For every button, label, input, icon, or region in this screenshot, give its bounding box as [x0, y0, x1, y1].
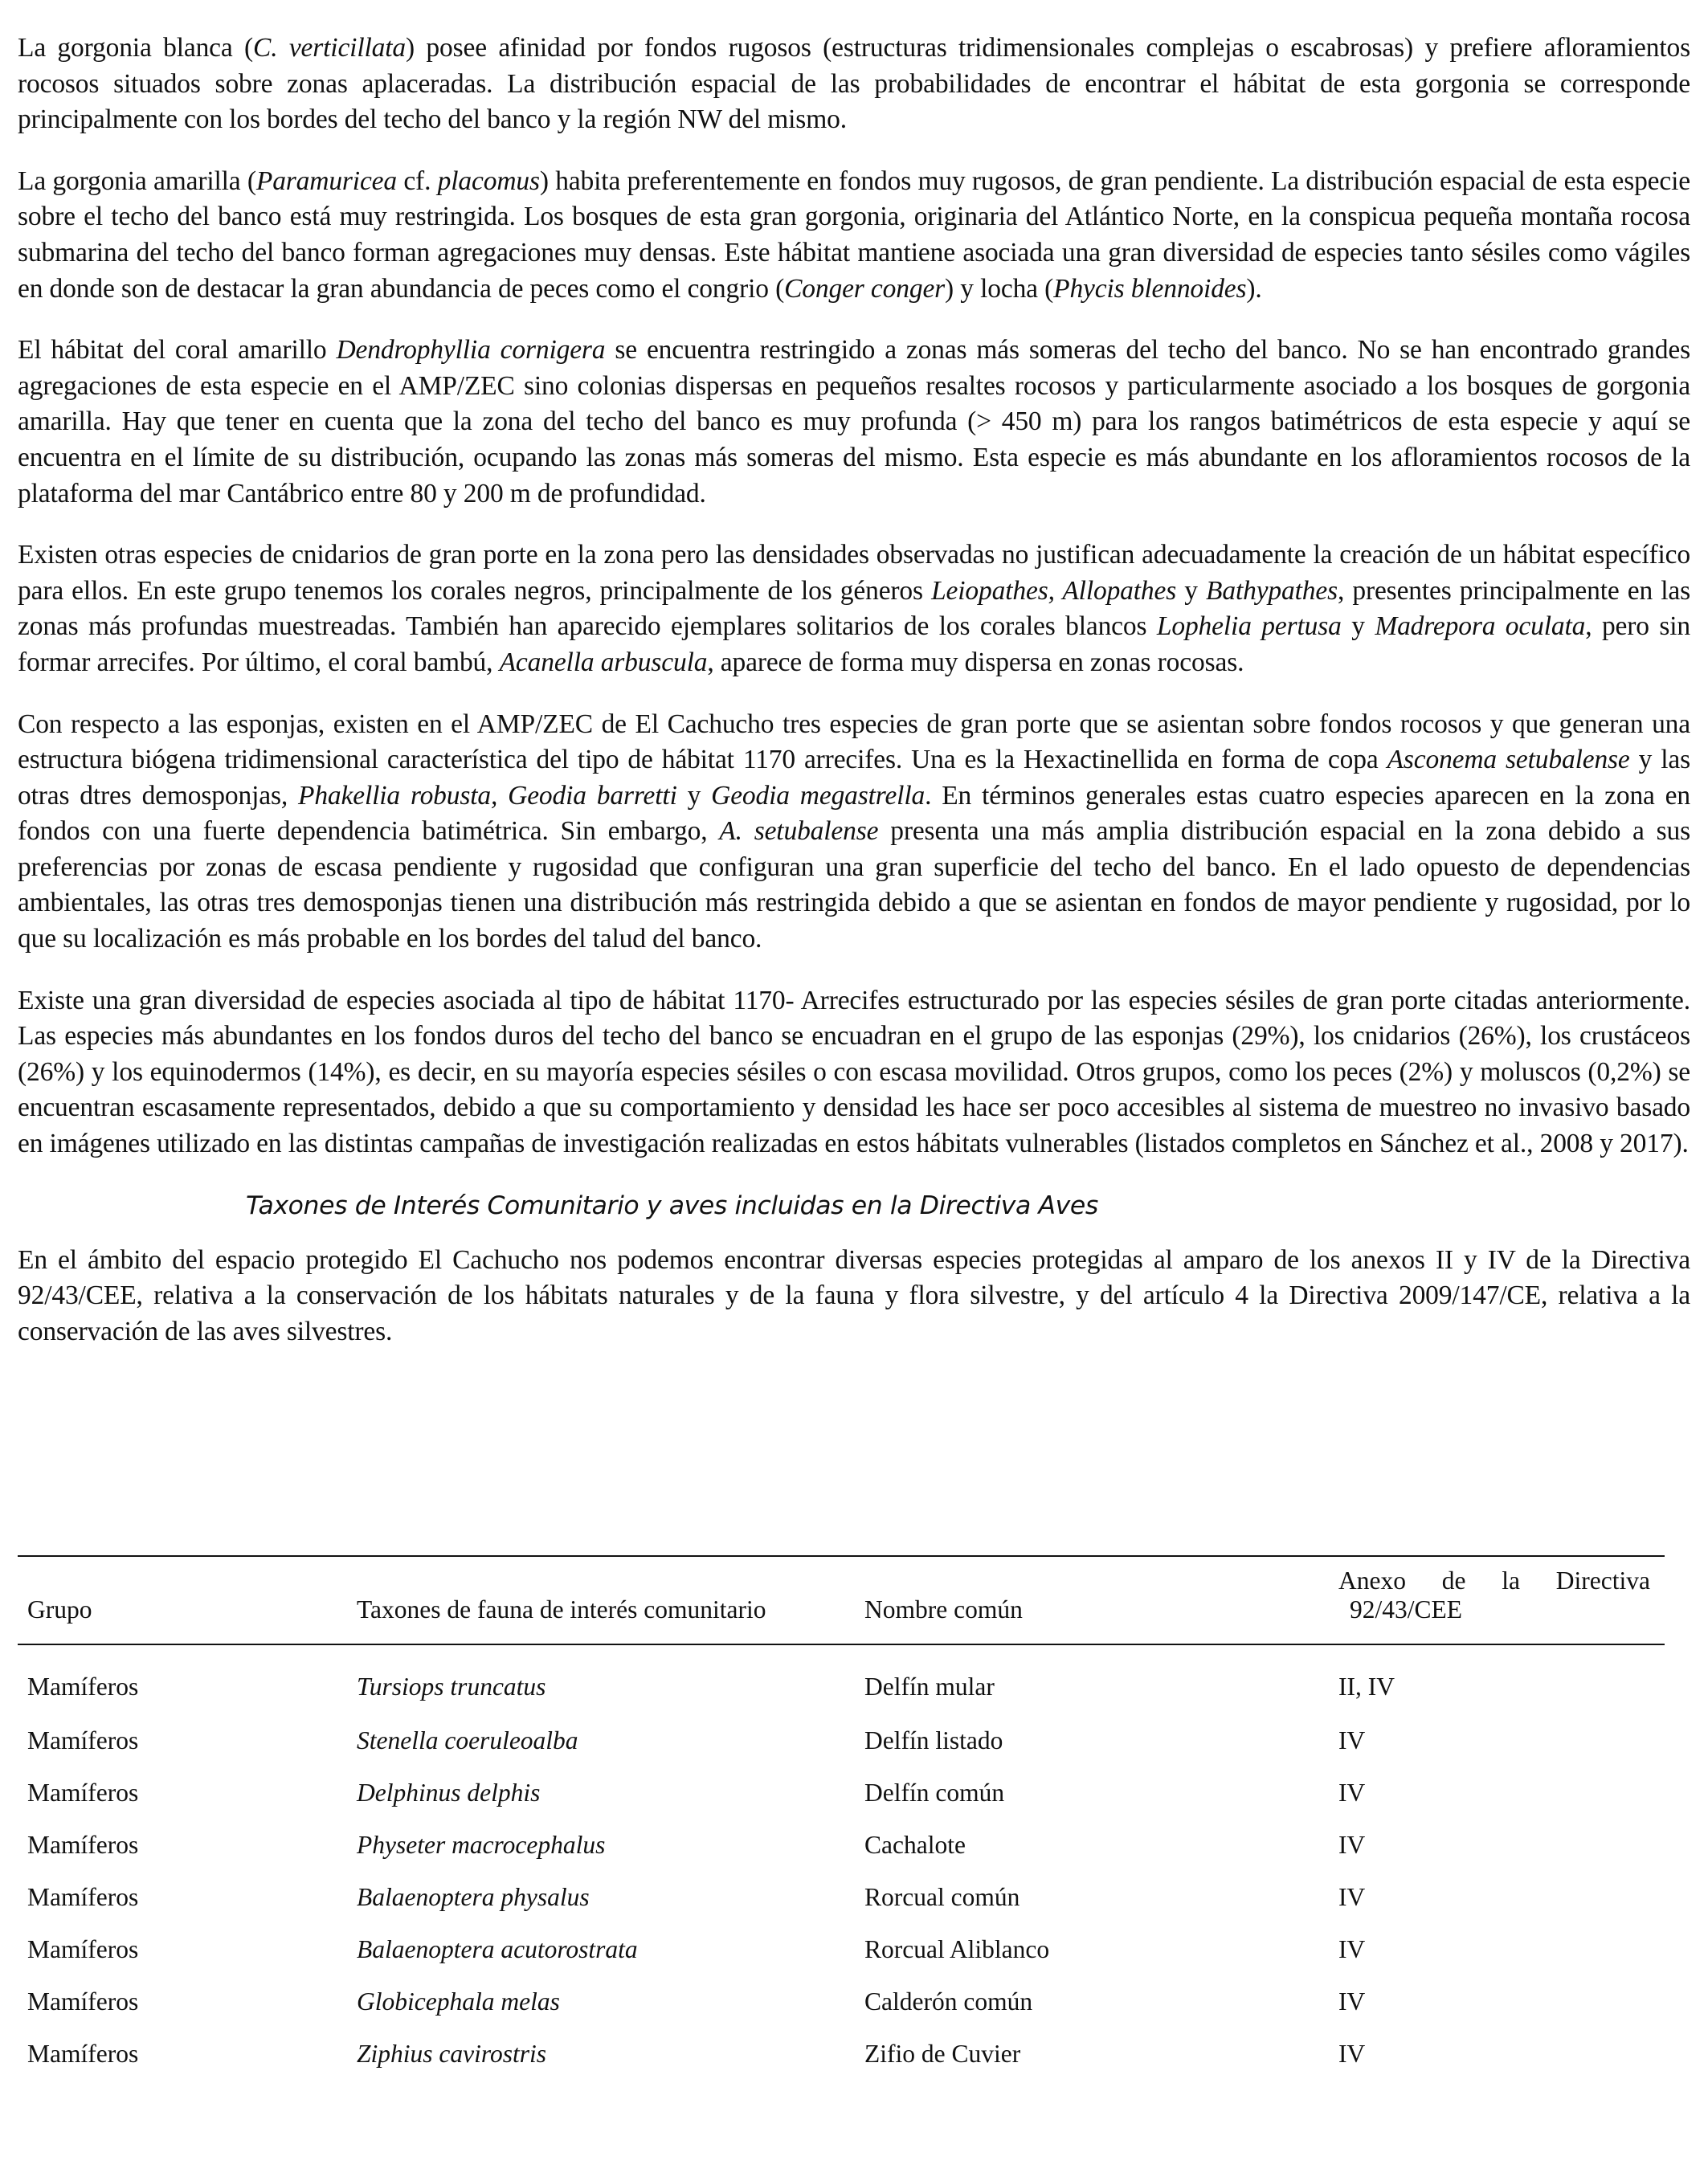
- text-run: y las otras dtres demosponjas: [18, 745, 1690, 811]
- table-row: [18, 1819, 1665, 1871]
- header-taxon: Taxones de fauna de interés comunitario: [347, 1556, 855, 1644]
- cell-taxon: Stenella coeruleoalba: [357, 1726, 578, 1754]
- cell-nombre-comun: Delfín listado: [864, 1726, 1003, 1754]
- taxa-table: [18, 1555, 1665, 2080]
- header-nombre-comun: Nombre común: [855, 1556, 1329, 1644]
- text-run: Con respecto a las esponjas, existen en el AMP/ZEC de El Cachucho tres especies de gran porte que se asientan sobre fondos rocosos y que generan una estructura biógena tridimensional característica del tipo de hábitat 1170 arrecifes. Una es la Hexactinellida en forma de copa: [18, 709, 1690, 775]
- text-run: y: [1341, 611, 1375, 642]
- cell-grupo: Mamíferos: [27, 2039, 139, 2068]
- text-run: ).: [1246, 273, 1262, 304]
- paragraph-otros-cnidarios: [18, 537, 1690, 680]
- text-run: Existen otras especies de cnidarios de gran porte en la zona pero las densidades observadas no justifican adecuadamente la creación de un hábitat específico para ellos. En este grupo tenemos los corales negros, principalmente de los géneros: [18, 540, 1690, 606]
- species-name: Paramuricea: [255, 165, 397, 196]
- cell-anexo: IV: [1338, 1882, 1366, 1911]
- text-run: , pero sin formar arrecifes. Por último, el coral bambú,: [18, 611, 1690, 677]
- species-name: Geodia megastrella: [711, 780, 926, 811]
- table-row: [18, 1871, 1665, 1923]
- text-run: y: [676, 780, 712, 811]
- species-name: Madrepora oculata: [1375, 611, 1586, 642]
- cell-taxon: Ziphius cavirostris: [357, 2039, 546, 2068]
- text-run: , aparece de forma muy dispersa en zonas rocosas.: [707, 647, 1244, 677]
- species-name: Acanella arbuscula: [499, 647, 708, 677]
- table-header-row: [18, 1556, 1665, 1644]
- section-heading: Taxones de Interés Comunitario y aves incluidas en la Directiva Aves: [246, 1191, 1098, 1220]
- cell-grupo: Mamíferos: [27, 1987, 139, 2016]
- species-name: Asconema setubalense: [1387, 745, 1630, 775]
- cell-anexo: II, IV: [1338, 1673, 1395, 1701]
- header-anexo: [1329, 1556, 1665, 1644]
- header-anexo-line1: Anexo de la Directiva: [1338, 1566, 1650, 1595]
- table-row: [18, 1767, 1665, 1819]
- species-name: Phycis blennoides: [1053, 273, 1247, 304]
- cell-taxon: Physeter macrocephalus: [357, 1830, 606, 1859]
- text-run: ) posee afinidad por fondos rugosos (estructuras tridimensionales complejas o escabrosas) y prefiere afloramientos rocosos situados sobre zonas aplaceradas. La distribución espacial de las probabilidades de encontrar el hábitat de esta gorgonia se corresponde principalmente con los bordes del techo del banco y la región NW del mismo.: [18, 33, 1690, 135]
- cell-nombre-comun: Calderón común: [864, 1987, 1033, 2016]
- cell-taxon: Delphinus delphis: [357, 1778, 541, 1807]
- cell-taxon: Balaenoptera physalus: [357, 1882, 590, 1911]
- text-run: El hábitat del coral amarillo: [18, 335, 337, 366]
- paragraph-esponjas: [18, 707, 1690, 958]
- cell-nombre-comun: Zifio de Cuvier: [864, 2039, 1021, 2068]
- cell-nombre-comun: Delfín mular: [864, 1673, 995, 1701]
- text-run: ) y locha (: [945, 273, 1054, 304]
- paragraph-gorgonia-amarilla: [18, 164, 1690, 307]
- table-row: [18, 1714, 1665, 1767]
- table-row: [18, 1644, 1665, 1714]
- species-name: Lophelia pertusa: [1156, 611, 1342, 642]
- cell-grupo: Mamíferos: [27, 1830, 139, 1859]
- species-name: placomus: [437, 165, 540, 196]
- cell-nombre-comun: Rorcual Aliblanco: [864, 1934, 1050, 1963]
- cell-taxon: Tursiops truncatus: [357, 1673, 546, 1701]
- paragraph-especies-protegidas: En el ámbito del espacio protegido El Cachucho nos podemos encontrar diversas especies protegidas al amparo de los anexos II y IV de la Directiva 92/43/CEE, relativa a la conservación de los hábitats naturales y de la fauna y flora silvestre, y del artículo 4 la Directiva 2009/147/CE, relativa a la conservación de las aves silvestres.: [18, 1244, 1690, 1346]
- cell-taxon: Globicephala melas: [357, 1987, 560, 2016]
- text-run: La gorgonia blanca (: [18, 33, 254, 63]
- header-anexo-line2: 92/43/CEE: [1350, 1595, 1462, 1624]
- cell-grupo: Mamíferos: [27, 1882, 139, 1911]
- cell-anexo: IV: [1338, 1726, 1366, 1754]
- cell-anexo: IV: [1338, 1830, 1366, 1859]
- document-page: [18, 31, 1690, 1375]
- text-run: ) habita preferentemente en fondos muy rugosos, de gran pendiente. La distribución espacial de esta especie sobre el techo del banco está muy restringida. Los bosques de esta gran gorgonia, originaria del Atlántico Norte, en la conspicua pequeña montaña rocosa submarina del techo del banco forman agregaciones muy densas. Este hábitat mantiene asociada una gran diversidad de especies tanto sésiles como vágiles en donde son de destacar la gran abundancia de peces como el congrio (: [18, 165, 1690, 304]
- species-name: A. setubalense: [719, 816, 879, 847]
- species-name: , Phakellia robusta, Geodia barretti: [280, 780, 677, 811]
- table-row: [18, 1923, 1665, 1975]
- cell-taxon: Balaenoptera acutorostrata: [357, 1934, 638, 1963]
- text-run: y: [1176, 575, 1207, 606]
- text-run: se encuentra restringido a zonas más someras del techo del banco. No se han encontrado grandes agregaciones de esta especie en el AMP/ZEC sino colonias dispersas en pequeños resaltes rocosos y particularmente asociado a los bosques de gorgonia amarilla. Hay que tener en cuenta que la zona del techo del banco es muy profunda (> 450 m) para los rangos batimétricos de esta especie y aquí se encuentra en el límite de su distribución, ocupando las zonas más someras del mismo. Esta especie es más abundante en los afloramientos rocosos de la plataforma del mar Cantábrico entre 80 y 200 m de profundidad.: [18, 335, 1690, 509]
- species-name: Dendrophyllia cornigera: [336, 335, 606, 366]
- species-name: C. verticillata: [253, 33, 407, 63]
- paragraph-gorgonia-blanca: [18, 31, 1690, 138]
- cell-nombre-comun: Cachalote: [864, 1830, 966, 1859]
- cell-grupo: Mamíferos: [27, 1673, 139, 1701]
- paragraph-coral-amarillo: [18, 333, 1690, 512]
- cell-nombre-comun: Delfín común: [864, 1778, 1005, 1807]
- table-row: [18, 1975, 1665, 2028]
- species-name: Conger conger: [784, 273, 946, 304]
- cell-anexo: IV: [1338, 1778, 1366, 1807]
- cell-anexo: IV: [1338, 2039, 1366, 2068]
- text-run: presenta una más amplia distribución espacial en la zona debido a sus preferencias por zonas de escasa pendiente y rugosidad que configuran una gran superficie del techo del banco. En el lado opuesto de dependencias ambientales, las otras tres demosponjas tienen una distribución más restringida debido a que se asientan en fondos de mayor pendiente y rugosidad, por lo que su localización es más probable en los bordes del talud del banco.: [18, 816, 1690, 954]
- species-name: Bathypathes: [1206, 575, 1338, 606]
- text-run: , presentes principalmente en las zonas más profundas muestreadas. También han aparecido ejemplares solitarios de los corales blancos: [18, 575, 1690, 642]
- cell-grupo: Mamíferos: [27, 1778, 139, 1807]
- header-grupo: Grupo: [18, 1556, 347, 1644]
- cell-nombre-comun: Rorcual común: [864, 1882, 1020, 1911]
- text-run: cf.: [397, 165, 438, 196]
- paragraph-diversidad: Existe una gran diversidad de especies asociada al tipo de hábitat 1170- Arrecifes estructurado por las especies sésiles de gran porte citadas anteriormente. Las especies más abundantes en los fondos duros del techo del banco se encuadran en el grupo de las esponjas (29%), los cnidarios (26%), los crustáceos (26%) y los equinodermos (14%), es decir, en su mayoría especies sésiles o con escasa movilidad. Otros grupos, como los peces (2%) y moluscos (0,2%) se encuentran escasamente representados, debido a que su comportamiento y densidad les hace ser poco accesibles al sistema de muestreo no invasivo basado en imágenes utilizado en las distintas campañas de investigación realizadas en estos hábitats vulnerables (listados completos en Sánchez et al., 2008 y 2017).: [18, 985, 1690, 1159]
- cell-grupo: Mamíferos: [27, 1726, 139, 1754]
- cell-anexo: IV: [1338, 1934, 1366, 1963]
- cell-grupo: Mamíferos: [27, 1934, 139, 1963]
- table-row: [18, 2028, 1665, 2080]
- text-run: La gorgonia amarilla (: [18, 165, 256, 196]
- cell-anexo: IV: [1338, 1987, 1366, 2016]
- text-run: . En términos generales estas cuatro especies aparecen en la zona en fondos con una fuerte dependencia batimétrica. Sin embargo,: [18, 780, 1690, 847]
- species-name: Leiopathes, Allopathes: [931, 575, 1177, 606]
